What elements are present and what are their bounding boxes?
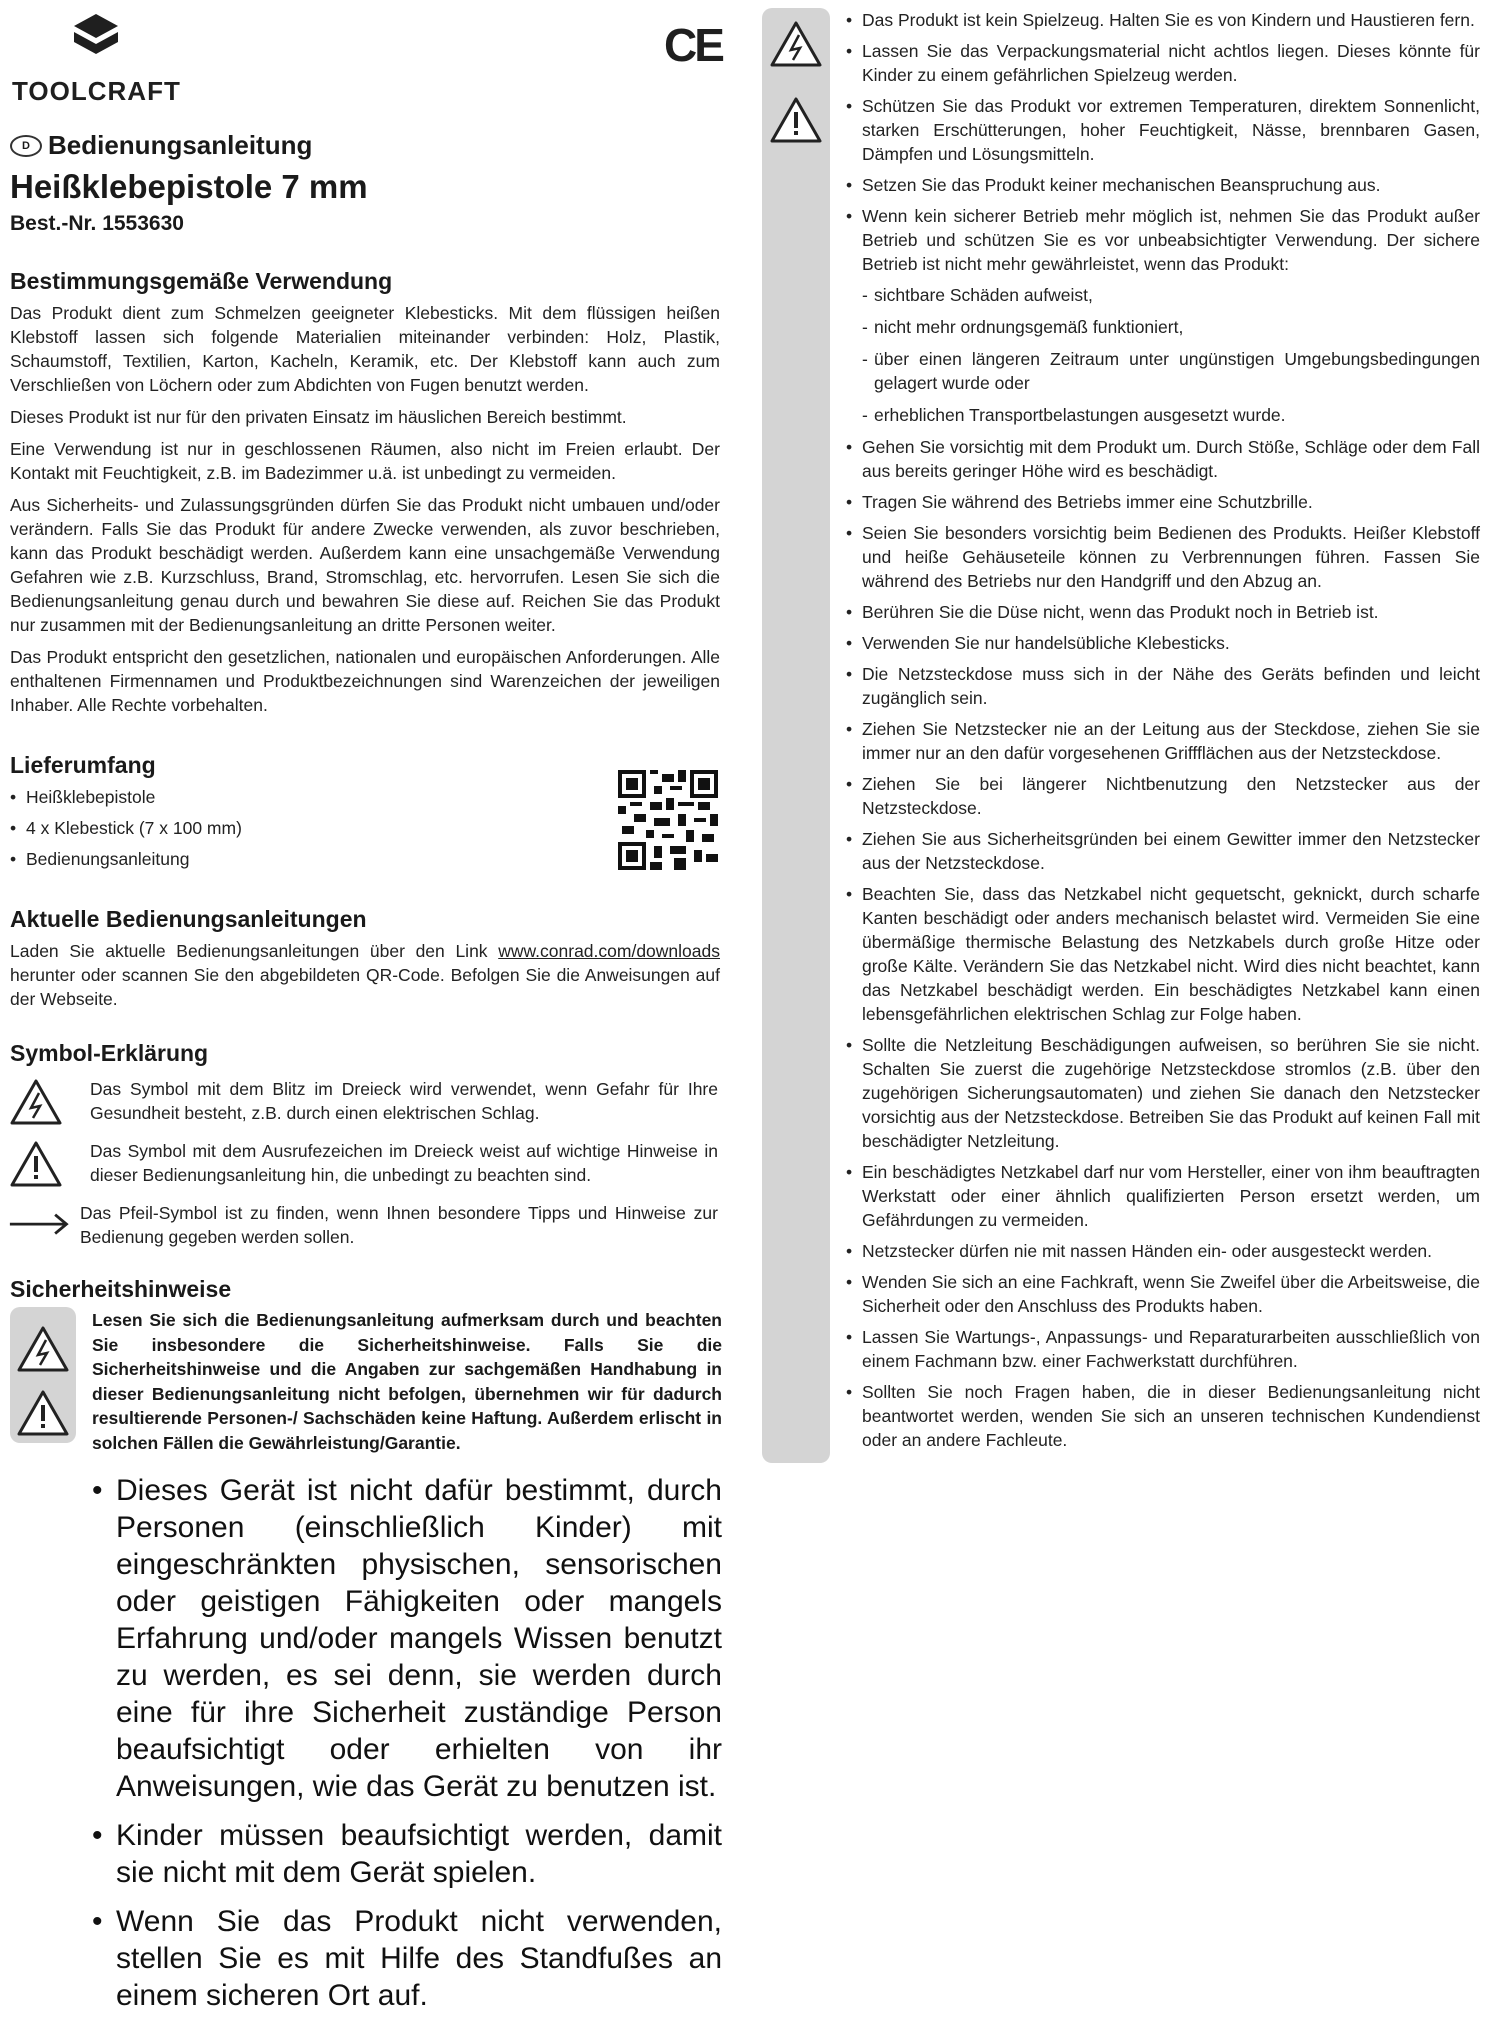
section-scope bbox=[10, 752, 720, 878]
manual-label bbox=[10, 130, 312, 161]
list-item: • Ziehen Sie aus Sicherheitsgründen bei einem Gewitter immer den Netzstecker aus der Netzsteckdose. bbox=[846, 827, 1480, 875]
list-item: • Das Produkt ist kein Spielzeug. Halten Sie es von Kindern und Haustieren fern. bbox=[846, 8, 1480, 32]
paragraph: Eine Verwendung ist nur in geschlossenen Räumen, also nicht im Freien erlaubt. Der Kontakt mit Feuchtigkeit, z.B. im Badezimmer u.ä. ist unbedingt zu vermeiden. bbox=[10, 439, 720, 483]
sub-list-item: - sichtbare Schäden aufweist, bbox=[862, 283, 1480, 307]
list-item: • Sollten Sie noch Fragen haben, die in dieser Bedienungsanleitung nicht beantwortet werden, wenden Sie sich an unseren technischen Kundendienst oder an andere Fachleute. bbox=[846, 1380, 1480, 1452]
list-item: • 4 x Klebestick (7 x 100 mm) bbox=[10, 816, 720, 840]
list-item: • Schützen Sie das Produkt vor extremen Temperaturen, direktem Sonnenlicht, starken Erschütterungen, hoher Feuchtigkeit, Nässe, brennbaren Gasen, Dämpfen und Lösungsmitteln. bbox=[846, 94, 1480, 166]
heading-scope: Lieferumfang bbox=[10, 752, 156, 778]
list-item: • Ein beschädigtes Netzkabel darf nur vom Hersteller, einer von ihm beauftragten Werkstatt oder einer ähnlich qualifizierten Person ersetzt werden, um Gefährdungen zu vermeiden. bbox=[846, 1160, 1480, 1232]
symbol-description: Das Symbol mit dem Ausrufezeichen im Dreieck weist auf wichtige Hinweise in dieser Bedienungsanleitung hin, die unbedingt zu beachten sind. bbox=[90, 1141, 718, 1185]
section-safety bbox=[10, 1276, 720, 1309]
paragraph: Das Produkt dient zum Schmelzen geeigneter Klebesticks. Mit dem flüssigen heißen Klebstoff lassen sich folgende Materialien miteinander verbinden: Holz, Plastik, Schaumstoff, Textilien, Karton, Kacheln, Keramik, etc. Der Klebstoff kann auch zum Verschließen von Löchern oder zum Abdichten von Fugen benutzt werden. bbox=[10, 303, 720, 395]
symbol-description: Das Pfeil-Symbol ist zu finden, wenn Ihnen besondere Tipps und Hinweise zur Bedienung gegeben werden sollen. bbox=[80, 1203, 718, 1247]
list-item: • Verwenden Sie nur handelsübliche Klebesticks. bbox=[846, 631, 1480, 655]
list-item: • Wenn Sie das Produkt nicht verwenden, stellen Sie es mit Hilfe des Standfußes an einem sicheren Ort auf. bbox=[92, 1903, 722, 2014]
list-item: • Lassen Sie Wartungs-, Anpassungs- und Reparaturarbeiten ausschließlich von einem Fachmann bzw. einer Fachwerkstatt durchführen. bbox=[846, 1325, 1480, 1373]
list-item: • Bedienungsanleitung bbox=[10, 847, 720, 871]
section-current-manuals bbox=[10, 906, 720, 1019]
arrow-icon bbox=[8, 1201, 74, 1251]
list-item: • Netzstecker dürfen nie mit nassen Händen ein- oder ausgesteckt werden. bbox=[846, 1239, 1480, 1263]
list-item: • Ziehen Sie bei längerer Nichtbenutzung den Netzstecker aus der Netzsteckdose. bbox=[846, 772, 1480, 820]
page-title: Heißklebepistole 7 mm bbox=[10, 168, 368, 205]
section-intended-use bbox=[10, 268, 720, 725]
language-d-icon: D bbox=[10, 135, 42, 157]
order-number: Best.-Nr. 1553630 bbox=[10, 212, 184, 235]
ce-mark: CE bbox=[664, 19, 722, 71]
list-item: • Setzen Sie das Produkt keiner mechanischen Beanspruchung aus. bbox=[846, 173, 1480, 197]
list-item: • Beachten Sie, dass das Netzkabel nicht gequetscht, geknickt, durch scharfe Kanten beschädigt oder anders mechanisch belastet wird. Vermeiden Sie eine übermäßige thermische Belastung des Netzkabels durch große Hitze oder große Kälte. Verändern Sie das Netzkabel nicht. Wird dies nicht beachtet, kann das Netzkabel beschädigt werden. Ein beschädigtes Netzkabel kann einen lebensgefährlichen elektrischen Schlag zur Folge haben. bbox=[846, 882, 1480, 1026]
symbol-row bbox=[10, 1139, 720, 1195]
symbol-row bbox=[10, 1077, 720, 1133]
list-item: • Die Netzsteckdose muss sich in der Nähe des Geräts befinden und leicht zugänglich sein. bbox=[846, 662, 1480, 710]
text-after-link: herunter oder scannen Sie den abgebildeten QR-Code. Befolgen Sie die Anweisungen auf der Webseite. bbox=[10, 965, 720, 1009]
paragraph bbox=[10, 939, 720, 1011]
list-item: • Tragen Sie während des Betriebs immer eine Schutzbrille. bbox=[846, 490, 1480, 514]
large-safety-list bbox=[92, 1472, 722, 2026]
heading-intended-use: Bestimmungsgemäße Verwendung bbox=[10, 268, 393, 294]
list-item: • Berühren Sie die Düse nicht, wenn das Produkt noch in Betrieb ist. bbox=[846, 600, 1480, 624]
lightning-warning-icon bbox=[10, 1077, 62, 1127]
list-item: • Wenden Sie sich an eine Fachkraft, wenn Sie Zweifel über die Arbeitsweise, die Sicherheit oder den Anschluss des Produkts haben. bbox=[846, 1270, 1480, 1318]
list-item: • Dieses Gerät ist nicht dafür bestimmt, durch Personen (einschließlich Kinder) mit eingeschränkten physischen, sensorischen oder geistigen Fähigkeiten oder mangels Erfahrung und/oder mangels Wissen benutzt zu werden, es sei denn, sie werden durch eine für ihre Sicherheit zuständige Person beaufsichtigt oder erhielten von ihr Anweisungen, wie das Gerät zu benutzen ist. bbox=[92, 1472, 722, 1805]
symbol-row bbox=[10, 1201, 720, 1257]
sub-list-item: - über einen längeren Zeitraum unter ungünstigen Umgebungsbedingungen gelagert wurde oder bbox=[862, 347, 1480, 395]
list-item: • Lassen Sie das Verpackungsmaterial nicht achtlos liegen. Dieses könnte für Kinder zu einem gefährlichen Spielzeug werden. bbox=[846, 39, 1480, 87]
heading-safety: Sicherheitshinweise bbox=[10, 1276, 232, 1302]
safety-intro-text: Lesen Sie sich die Bedienungsanleitung aufmerksam durch und beachten Sie insbesondere die Sicherheitshinweise. Falls Sie die Sicherheitshinweise und die Angaben zur sachgemäßen Handhabung in dieser Bedienungsanleitung nicht befolgen, übernehmen wir für dadurch resultierende Personen-/ Sachschäden keine Haftung. Außerdem erlischt in solchen Fällen die Gewährleistung/Garantie. bbox=[92, 1310, 722, 1453]
text-before-link: Laden Sie aktuelle Bedienungsanleitungen über den Link bbox=[10, 941, 499, 961]
paragraph: Aus Sicherheits- und Zulassungsgründen dürfen Sie das Produkt nicht umbauen und/oder verändern. Falls Sie das Produkt für andere Zwecke verwenden, als zuvor beschrieben, kann das Produkt beschädigt werden. Außerdem kann eine unsachgemäße Verwendung Gefahren wie z.B. Kurzschluss, Brand, Stromschlag, etc. hervorrufen. Lesen Sie sich die Bedienungsanleitung genau durch und bewahren Sie diese auf. Reichen Sie das Produkt nur zusammen mit der Bedienungsanleitung an dritte Personen weiter. bbox=[10, 495, 720, 635]
paragraph: Dieses Produkt ist nur für den privaten Einsatz im häuslichen Bereich bestimmt. bbox=[10, 407, 627, 427]
heading-symbols: Symbol-Erklärung bbox=[10, 1040, 209, 1066]
lightning-warning-icon bbox=[17, 1325, 69, 1373]
right-safety-list bbox=[846, 8, 1480, 1459]
manual-label-text: Bedienungsanleitung bbox=[48, 130, 313, 160]
brand-name: TOOLCRAFT bbox=[12, 76, 181, 106]
sub-list-item: - erheblichen Transportbelastungen ausgesetzt wurde. bbox=[862, 403, 1480, 427]
warning-sidebar bbox=[762, 8, 830, 1463]
symbol-description: Das Symbol mit dem Blitz im Dreieck wird verwendet, wenn Gefahr für Ihre Gesundheit besteht, z.B. durch einen elektrischen Schlag. bbox=[90, 1079, 718, 1123]
list-item: • Heißklebepistole bbox=[10, 785, 720, 809]
brand-logo bbox=[12, 12, 192, 106]
section-symbols bbox=[10, 1040, 720, 1263]
sub-list-item: - nicht mehr ordnungsgemäß funktioniert, bbox=[862, 315, 1480, 339]
heading-current-manuals: Aktuelle Bedienungsanleitungen bbox=[10, 906, 367, 932]
qr-code[interactable] bbox=[618, 770, 718, 870]
exclamation-warning-icon bbox=[770, 96, 822, 144]
exclamation-warning-icon bbox=[17, 1389, 69, 1437]
list-item: • Seien Sie besonders vorsichtig beim Bedienen des Produkts. Heißer Klebstoff und heiße Gehäuseteile können zu Verbrennungen führen. Fassen Sie während des Betriebs nur den Handgriff und den Abzug an. bbox=[846, 521, 1480, 593]
safety-intro bbox=[92, 1308, 722, 1455]
exclamation-warning-icon bbox=[10, 1139, 62, 1189]
list-item: • Gehen Sie vorsichtig mit dem Produkt um. Durch Stöße, Schläge oder dem Fall aus bereits geringer Höhe wird es beschädigt. bbox=[846, 435, 1480, 483]
paragraph: Das Produkt entspricht den gesetzlichen, nationalen und europäischen Anforderungen. Alle enthaltenen Firmennamen und Produktbezeichnungen sind Warenzeichen der jeweiligen Inhaber. Alle Rechte vorbehalten. bbox=[10, 647, 720, 715]
lightning-warning-icon bbox=[770, 20, 822, 68]
list-item: • Kinder müssen beaufsichtigt werden, damit sie nicht mit dem Gerät spielen. bbox=[92, 1817, 722, 1891]
downloads-link[interactable]: www.conrad.com/downloads bbox=[498, 941, 720, 961]
list-item: • Sollte die Netzleitung Beschädigungen aufweisen, so berühren Sie sie nicht. Schalten Sie zuerst die zugehörige Netzsteckdose stromlos (z.B. über den zugehörigen Sicherungsautomaten) und ziehen Sie danach den Netzstecker vorsichtig aus der Netzsteckdose. Betreiben Sie das Produkt auf keinen Fall mit beschädigter Netzleitung. bbox=[846, 1033, 1480, 1153]
toolcraft-logo-icon bbox=[70, 12, 122, 64]
list-item: • Ziehen Sie Netzstecker nie an der Leitung aus der Steckdose, ziehen Sie sie immer nur an den dafür vorgesehenen Griffflächen aus der Netzsteckdose. bbox=[846, 717, 1480, 765]
list-item: • Wenn kein sicherer Betrieb mehr möglich ist, nehmen Sie das Produkt außer Betrieb und schützen Sie es vor unbeabsichtigter Verwendung. Der sichere Betrieb ist nicht mehr gewährleistet, wenn das Produkt: bbox=[846, 204, 1480, 276]
warning-sidebar bbox=[10, 1307, 76, 1443]
